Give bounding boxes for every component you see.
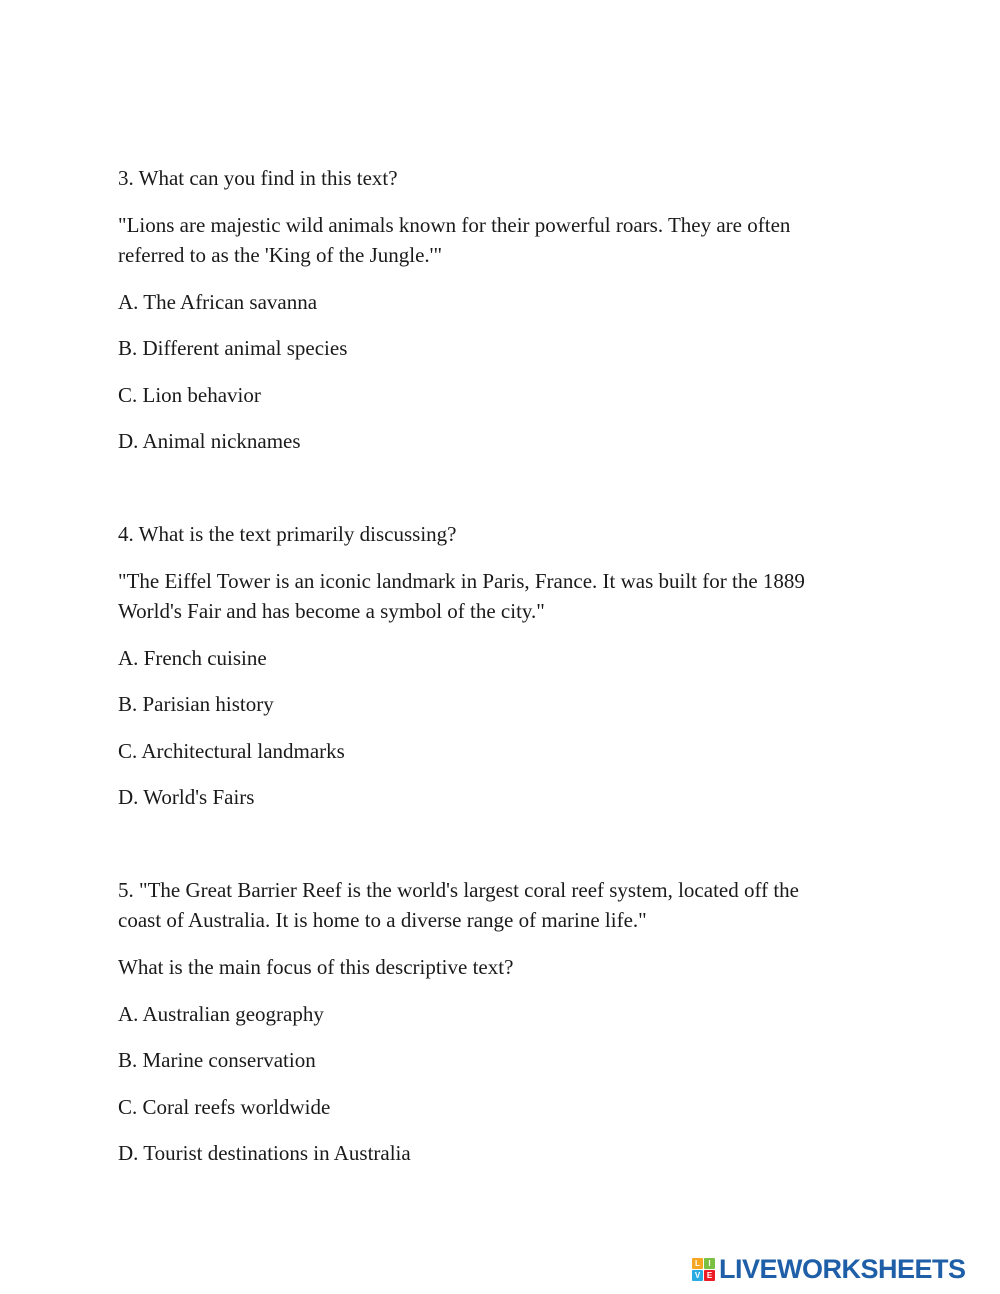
logo-mark-i: I [704,1258,715,1269]
question-4-passage-line-2: World's Fair and has become a symbol of the city." [118,599,545,623]
liveworksheets-logo [692,1254,966,1284]
liveworksheets-logo-mark [692,1258,715,1281]
question-3-passage-line-1: "Lions are majestic wild animals known for their powerful roars. They are often [118,213,791,237]
question-4-option-d: D. World's Fairs [118,785,255,809]
question-5-option-a: A. Australian geography [118,1002,324,1026]
question-5-option-c: C. Coral reefs worldwide [118,1095,331,1119]
question-4-option-a: A. French cuisine [118,646,267,670]
question-3-option-a: A. The African savanna [118,290,318,314]
question-5-passage-line-2: coast of Australia. It is home to a diverse range of marine life." [118,908,647,932]
question-4-option-c: C. Architectural landmarks [118,739,345,763]
question-3-passage-line-2: referred to as the 'King of the Jungle.'" [118,243,443,267]
question-5-passage-line-1: 5. "The Great Barrier Reef is the world's largest coral reef system, located off the [118,878,799,902]
question-5-option-d: D. Tourist destinations in Australia [118,1141,411,1165]
question-5-prompt: What is the main focus of this descriptive text? [118,955,514,979]
liveworksheets-logo-text: LIVEWORKSHEETS [719,1253,966,1284]
question-3-option-b: B. Different animal species [118,336,348,360]
question-3-option-c: C. Lion behavior [118,383,261,407]
logo-mark-v: V [692,1270,703,1281]
question-5-option-b: B. Marine conservation [118,1048,316,1072]
question-3-prompt: 3. What can you find in this text? [118,166,398,190]
question-3-option-d: D. Animal nicknames [118,429,301,453]
question-4-option-b: B. Parisian history [118,692,274,716]
question-4-prompt: 4. What is the text primarily discussing? [118,522,457,546]
logo-mark-e: E [704,1270,715,1281]
question-4-passage-line-1: "The Eiffel Tower is an iconic landmark in Paris, France. It was built for the 1889 [118,569,805,593]
logo-mark-l: L [692,1258,703,1269]
